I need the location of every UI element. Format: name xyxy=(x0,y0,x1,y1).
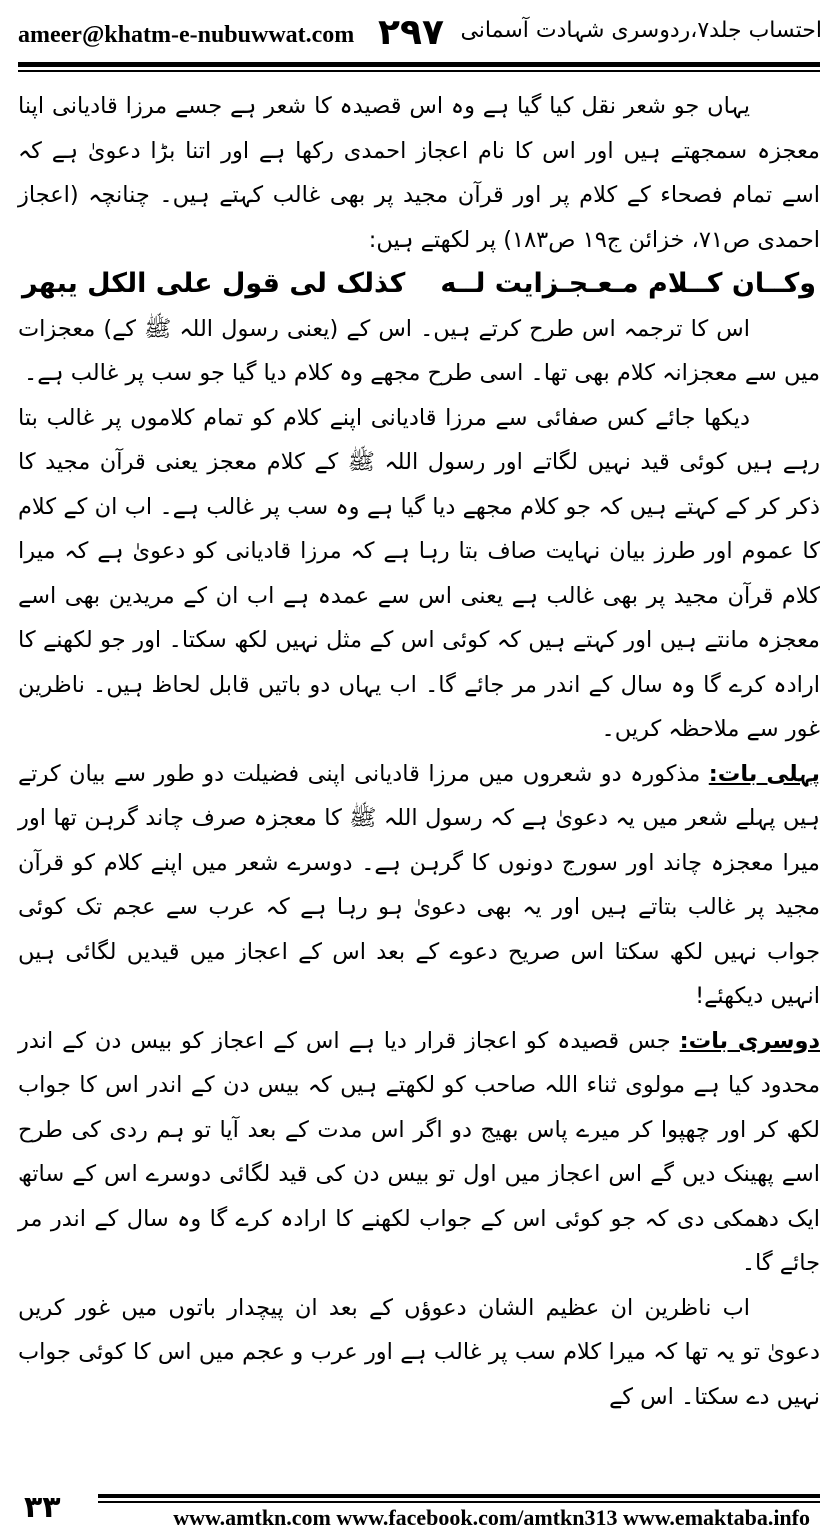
arabic-verse xyxy=(18,262,820,307)
footer-rule-thin xyxy=(98,1501,820,1503)
footer-rule-thick xyxy=(98,1494,820,1498)
verse-first-half: وکــان کــلام مـعـجـزایت لــه xyxy=(440,268,816,299)
paragraph-4 xyxy=(18,752,820,1019)
paragraph-2: اس کا ترجمہ اس طرح کرتے ہیں۔ اس کے (یعنی رسول اللہ ﷺ کے) معجزات میں سے معجزانہ کلام بھی تھا۔ اسی طرح مجھے وہ کلام دیا گیا جو سب پر غالب ہے۔ xyxy=(18,315,820,386)
main-text xyxy=(18,84,820,1419)
paragraph-4-text: مذکورہ دو شعروں میں مرزا قادیانی اپنی فضیلت دو طور سے بیان کرتے ہیں پہلے شعر میں یہ دعویٰ ہے کہ رسول اللہ ﷺ کا معجزہ صرف چاند گرہن تھا اور میرا معجزہ چاند اور سورج دونوں کا گرہن ہے۔ دوسرے شعر میں اپنے کلام کو قرآن مجید پر غالب بتاتے ہیں اور یہ بھی دعویٰ ہو رہا ہے کہ عرب سے عجم تک کوئی جواب نہیں لکھ سکتا اس صریح دعوے کے بعد اس کے اعجاز میں قیدیں لگائی ہیں انہیں دیکھئے! xyxy=(18,760,820,1009)
heading-first-point: پہلی بات: xyxy=(708,760,820,787)
paragraph-5-text: جس قصیدہ کو اعجاز قرار دیا ہے اس کے اعجاز کو بیس دن کے اندر محدود کیا ہے مولوی ثناء اللہ صاحب کو لکھتے ہیں کہ بیس دن کے اندر اس کا جواب لکھ کر اور چھپوا کر میرے پاس بھیج دو اگر اس مدت کے بعد آیا تو ہم ردی کی طرح اسے پھینک دیں گے اس اعجاز میں اول تو بیس دن کی قید لگائی دوسرے اس کے ساتھ ایک دھمکی دی کہ جو کوئی اس کے جواب لکھنے کا ارادہ کرے گا وہ سال کے اندر مر جائے گا۔ xyxy=(18,1027,820,1276)
paragraph-1: یہاں جو شعر نقل کیا گیا ہے وہ اس قصیدہ کا شعر ہے جسے مرزا قادیانی اپنا معجزہ سمجھتے ہیں اور اس کا نام اعجاز احمدی رکھا ہے اور اتنا بڑا دعویٰ ہے کہ اسے تمام فصحاء کے کلام پر اور قرآن مجید پر بھی غالب کہتے ہیں۔ چنانچہ (اعجاز احمدی ص۷۱، خزائن ج۱۹ ص۱۸۳) پر لکھتے ہیں: xyxy=(18,93,820,253)
verse-second-half: کذلک لی قول علی الکل یبهر xyxy=(22,268,406,299)
header-rule-thick xyxy=(18,62,820,67)
header-email: ameer@khatm-e-nubuwwat.com xyxy=(18,22,355,48)
paragraph-3: دیکھا جائے کس صفائی سے مرزا قادیانی اپنے کلام کو تمام کلاموں پر غالب بتا رہے ہیں کوئی قید نہیں لگاتے اور رسول اللہ ﷺ کے کلام معجز یعنی قرآن مجید کا ذکر کر کے کہتے ہیں کہ جو کلام مجھے دیا گیا ہے وہ سب پر غالب ہے۔ اب ان کے کلام کا عموم اور طرز بیان نہایت صاف بتا رہا ہے کہ مرزا قادیانی کو دعویٰ ہے کہ میرا کلام قرآن مجید پر بھی غالب ہے یعنی اس سے عمدہ ہے اب ان کے مریدین بھی اسے معجزہ مانتے ہیں اور کہتے ہیں کہ کوئی اس کے مثل نہیں لکھ سکتا۔ اور جو لکھنے کا ارادہ کرے گا وہ سال کے اندر مر جائے گا۔ اب یہاں دو باتیں قابل لحاظ ہیں۔ ناظرین غور سے ملاحظہ کریں۔ xyxy=(18,404,820,742)
page-header xyxy=(0,0,840,64)
footer-urls: www.amtkn.com www.facebook.com/amtkn313 www.emaktaba.info xyxy=(173,1505,810,1530)
footer-page-number: ۳۳ xyxy=(24,1490,61,1525)
header-rule-thin xyxy=(18,70,820,72)
page-footer xyxy=(18,1488,820,1536)
header-title: احتساب جلد۷،ردوسری شہادت آسمانی xyxy=(460,18,822,43)
paragraph-5 xyxy=(18,1019,820,1286)
paragraph-6: اب ناظرین ان عظیم الشان دعوؤں کے بعد ان پیچدار باتوں میں غور کریں دعویٰ تو یہ تھا کہ میرا کلام سب پر غالب ہے اور عرب و عجم میں اس کا کوئی جواب نہیں دے سکتا۔ اس کے xyxy=(18,1294,820,1410)
heading-second-point: دوسری بات: xyxy=(679,1027,820,1054)
header-page-number: ۲۹۷ xyxy=(378,12,444,53)
